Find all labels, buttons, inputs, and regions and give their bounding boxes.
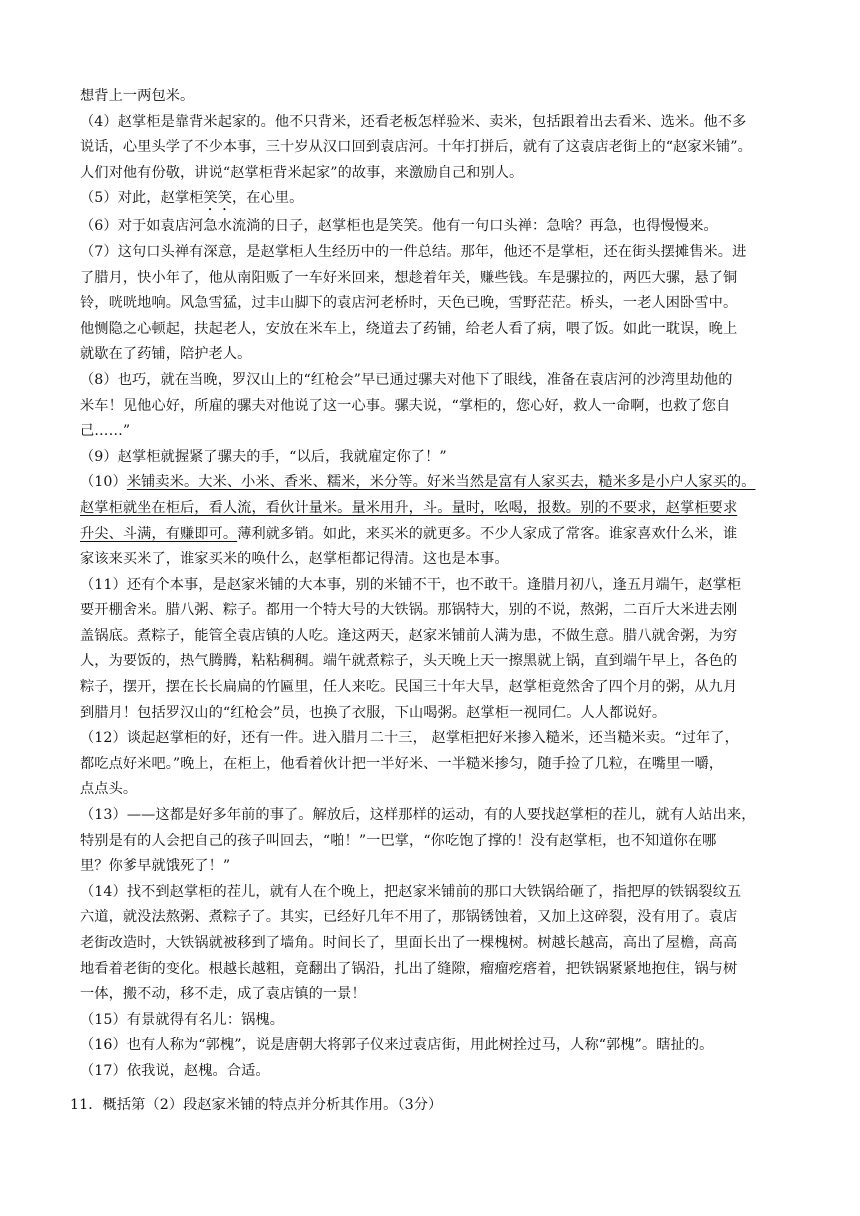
paragraph-line: 里？你爹早就饿死了！” (80, 858, 231, 875)
paragraph-line: 己……” (80, 423, 131, 440)
paragraph-line: （14）找不到赵掌柜的茬儿，就有人在个晚上，把赵家米铺前的那口大铁锅给砸了，指把厚的铁锅裂纹五 (80, 883, 742, 900)
paragraph-line: 说话，心里头学了不少本事，三十岁从汉口回到袁店河。十年打拼后，就有了这袁店老街上的“赵家米铺”。 (80, 139, 752, 156)
paragraph-6: （6）对于如袁店河急水流淌的日子，赵掌柜也是笑笑。他有一句口头禅：急啥？再急，也得慢慢来。 (80, 218, 718, 235)
question-11: 11．概括第（2）段赵家米铺的特点并分析其作用。（3分） (70, 1096, 443, 1113)
paragraph-5 (80, 186, 790, 214)
paragraph-line: 粽子，摆开，摆在长长扁扁的竹匾里，任人来吃。民国三十年大旱，赵掌柜竟然舍了四个月的粥，从九月 (80, 679, 738, 696)
paragraph-line: 人们对他有份敬，讲说“赵掌柜背米起家”的故事，来激励自己和别人。 (80, 164, 524, 181)
paragraph-11 (80, 573, 790, 727)
paragraph-line: （11）还有个本事，是赵家米铺的大本事，别的米铺不干，也不敢干。逢腊月初八，逢五月端午，赵掌柜 (80, 576, 742, 593)
paragraph-4 (80, 110, 790, 187)
paragraph-line: 特别是有的人会把自己的孩子叫回去，“啪！”一巴掌，“你吃饱了撑的！没有赵掌柜，也不知道你在哪 (80, 832, 717, 849)
plain-text: 薄利就多销。如此，来买米的就更多。不少人家成了常客。谁家喜欢什么米，谁 (237, 525, 738, 542)
paragraph-line: （8）也巧，就在当晚，罗汉山上的“红枪会”早已通过骡夫对他下了眼线，准备在袁店河的沙湾里劫他的 (80, 371, 733, 388)
underlined-text: 赵掌柜就坐在柜后，看人流，看伙计量米。量米用升，斗。量时，吆喝，报数。别的不要求，赵掌柜要求 (80, 499, 738, 516)
paragraph-3-tail: 想背上一两包米。 (80, 88, 195, 104)
paragraph-line: 盖锅底。煮粽子，能管全袁店镇的人吃。逢这两天，赵家米铺前人满为患，不做生意。腊八就舍粥，为穷 (80, 627, 738, 644)
paragraph-line: 他恻隐之心顿起，扶起老人，安放在米车上，绕道去了药铺，给老人看了病，喂了饭。如此一耽误，晚上 (80, 320, 738, 337)
paragraph-5-start: （5）对此，赵掌柜 (80, 190, 204, 207)
paragraph-line: 米车！见他心好，所雇的骡夫对他说了这一心事。骡夫说，“掌柜的，您心好，救人一命啊，也救了您自 (80, 397, 731, 414)
paragraph-line: （12）谈起赵掌柜的好，还有一件。进入腊月二十三， 赵掌柜把好米掺入糙米，还当糙米卖。“过年了， (80, 730, 739, 747)
paragraph-line: 地看着老街的变化。根越长越粗，竟翻出了锅沿，扎出了缝隙，瘤瘤疙瘩着，把铁锅紧紧地抱住，锅与树 (80, 960, 738, 977)
paragraph-line: 家该来买米了，谁家买米的唤什么，赵掌柜都记得清。这也是本事。 (80, 551, 509, 568)
paragraph-line: 点点头。 (80, 781, 138, 798)
paragraph-line: （7）这句口头禅有深意，是赵掌柜人生经历中的一件总结。那年，他还不是掌柜，还在街头摆摊售米。进 (80, 243, 747, 260)
paragraph-line (80, 496, 790, 522)
paragraph-line: 要开棚舍米。腊八粥、粽子。都用一个特大号的大铁锅。那锅特大，别的不说，熬粥，二百斤大米进去刚 (80, 602, 738, 619)
paragraph-line: 就歇在了药铺，陪护老人。 (80, 346, 252, 363)
paragraph-12 (80, 726, 790, 803)
document-page (70, 84, 790, 1118)
paragraph-line: 一体，搬不动，移不走，成了袁店镇的一景！ (80, 986, 366, 1003)
paragraph-9: （9）赵掌柜就握紧了骡夫的手，“以后，我就雇定你了！” (80, 448, 447, 465)
paragraph-line: 老街改造时，大铁锅就被移到了墙角。时间长了，里面长出了一棵槐树。树越长越高，高出了屋檐，高高 (80, 935, 738, 951)
paragraph-number: （10） (80, 474, 127, 491)
paragraph-line: 了腊月，快小年了，他从南阳贩了一车好米回来，想趁着年关，赚些钱。车是骡拉的，两匹大骡，悬了铜 (80, 269, 738, 286)
paragraph-line: （4）赵掌柜是靠背米起家的。他不只背米，还看老板怎样验米、卖米，包括跟着出去看米、选米。他不多 (80, 113, 747, 130)
paragraph-5-end: ，在心里。 (232, 190, 304, 207)
emphasized-text: 笑笑 (203, 190, 233, 207)
paragraph-line: 铃，咣咣地响。风急雪猛，过丰山脚下的袁店河老桥时，天色已晚，雪野茫茫。桥头，一老人困卧雪中。 (80, 295, 738, 312)
paragraph-line: 六道，就没法熬粥、煮粽子了。其实，已经好几年不用了，那锅锈蚀着，又加上这碎裂，没有用了。袁店 (80, 909, 738, 926)
paragraph-line: 到腊月！包括罗汉山的“红枪会”员，也换了衣服，下山喝粥。赵掌柜一视同仁。人人都说好。 (80, 704, 667, 721)
paragraph-line (80, 470, 790, 496)
paragraph-17: （17）依我说，赵槐。合适。 (80, 1062, 270, 1079)
paragraph-line: （13）——这都是好多年前的事了。解放后，这样那样的运动，有的人要找赵掌柜的茬儿，就有人站出来， (80, 807, 756, 824)
paragraph-10 (80, 470, 790, 572)
paragraph-8 (80, 368, 790, 445)
paragraph-line (80, 522, 790, 548)
paragraph-line: 都吃点好米吧。”晚上，在柜上，他看着伙计把一半好米、一半糙米掺匀，随手捡了几粒，在嘴里一嚼， (80, 755, 724, 772)
underlined-text: 米铺卖米。大米、小米、香米、糯米，米分等。好米当然是富有人家买去，糙米多是小户人家买的。 (126, 474, 756, 491)
paragraph-14 (80, 880, 790, 1008)
paragraph-16: （16）也有人称为“郭槐”，说是唐朝大将郭子仪来过袁店街，用此树拴过马，人称“郭槐”。瞎扯的。 (80, 1037, 714, 1054)
paragraph-7 (80, 240, 790, 368)
paragraph-line: 人，为要饭的，热气腾腾，粘粘稠稠。端午就煮粽子，头天晚上天一擦黑就上锅，直到端午早上，各色的 (80, 653, 738, 670)
paragraph-13 (80, 803, 790, 880)
paragraph-15: （15）有景就得有名儿：锅槐。 (80, 1011, 284, 1028)
underlined-text: 升尖、斗满，有赚即可。 (80, 525, 238, 542)
